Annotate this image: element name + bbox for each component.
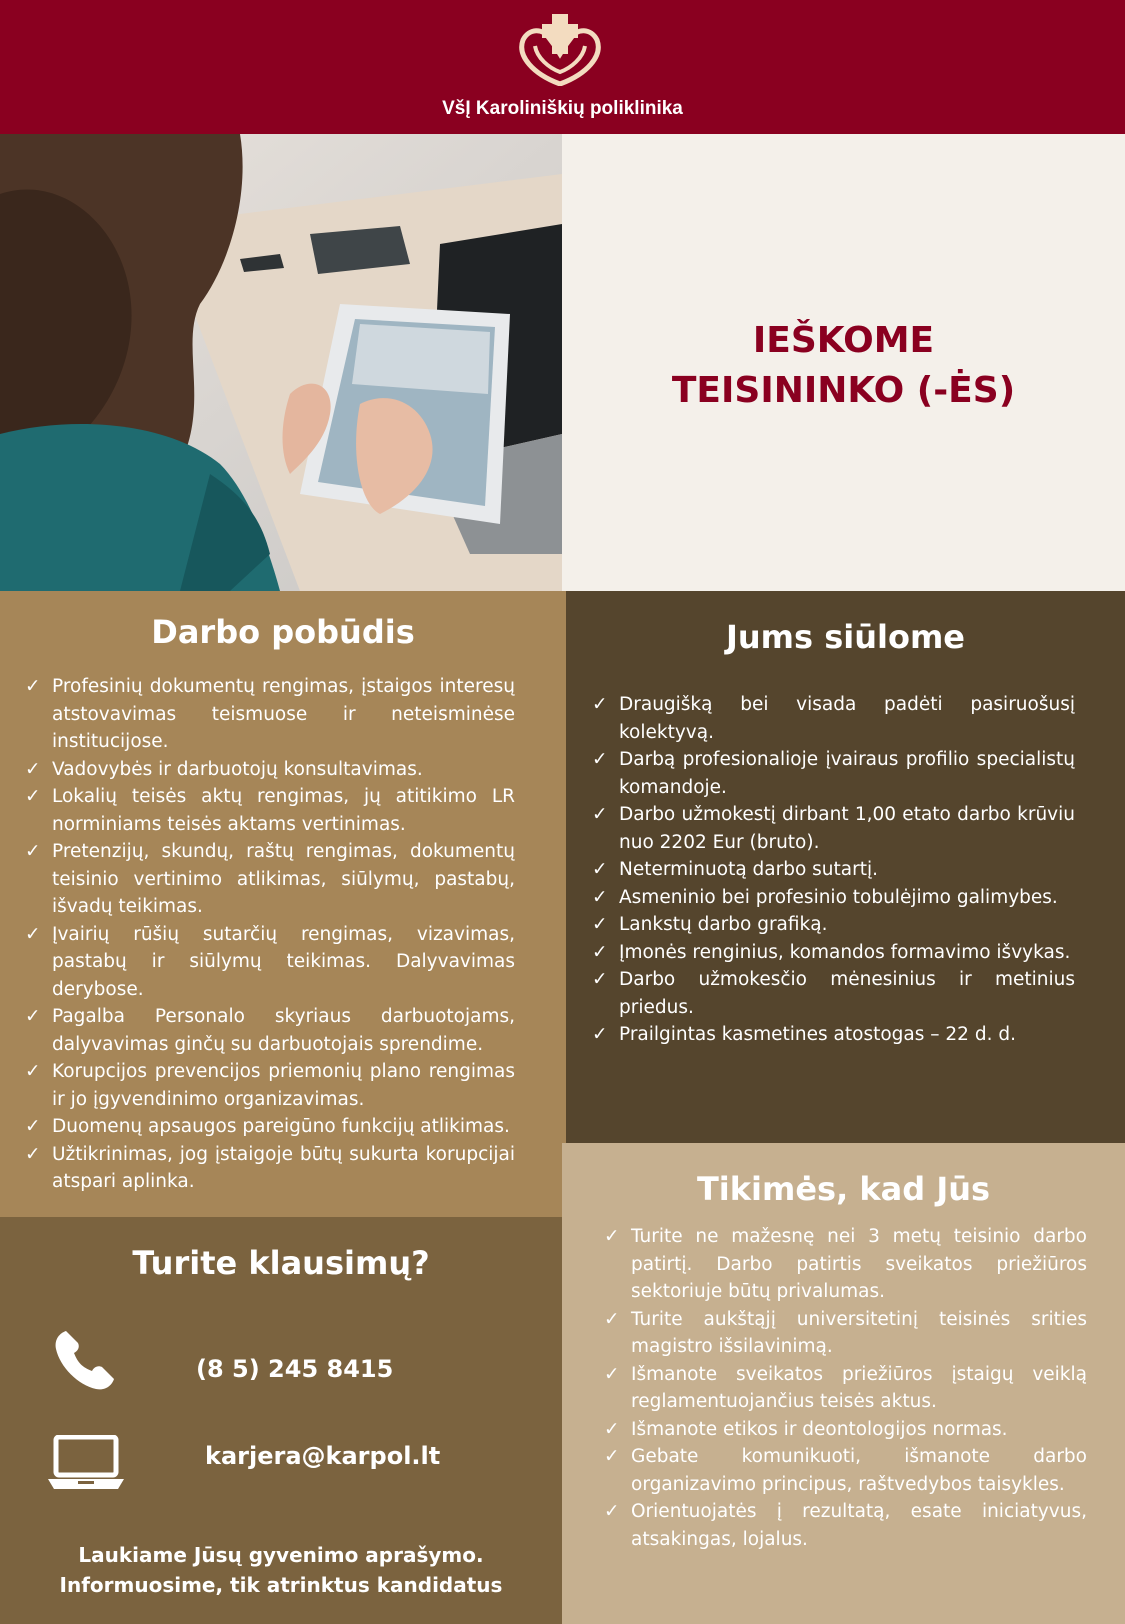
check-icon: ✓ — [25, 758, 41, 780]
check-icon: ✓ — [604, 1418, 620, 1440]
list-item: ✓ Išmanote sveikatos priežiūros įstaigų veiklą reglamentuojančius teisės aktus. — [604, 1361, 1087, 1416]
duties-section — [0, 591, 566, 1217]
expectations-section — [562, 1143, 1125, 1624]
job-title — [562, 316, 1125, 416]
duties-list — [25, 673, 515, 1196]
check-icon: ✓ — [25, 1006, 41, 1027]
phone-number[interactable]: (8 5) 245 8415 — [196, 1355, 394, 1383]
check-icon: ✓ — [592, 914, 608, 935]
check-icon: ✓ — [592, 941, 608, 963]
application-note-line-2: Informuosime, tik atrinktus kandidatus — [59, 1573, 503, 1597]
check-icon: ✓ — [25, 1143, 41, 1165]
list-item: ✓ Orientuojatės į rezultatą, esate iniciatyvus, atsakingas, lojalus. — [604, 1498, 1087, 1553]
application-note-line-1: Laukiame Jūsų gyvenimo aprašymo. — [78, 1543, 484, 1567]
woman-with-tablet-photo — [0, 134, 562, 591]
list-item: ✓ Profesinių dokumentų rengimas, įstaigos interesų atstovavimas teismuose ir neteisminėse institucijose. — [25, 673, 515, 756]
check-icon: ✓ — [25, 1061, 41, 1082]
organization-name: VšĮ Karoliniškių poliklinika — [442, 98, 683, 119]
check-icon: ✓ — [25, 841, 41, 862]
check-icon: ✓ — [592, 969, 608, 990]
check-icon: ✓ — [25, 923, 41, 945]
list-item: ✓ Neterminuotą darbo sutartį. — [592, 856, 1075, 884]
check-icon: ✓ — [592, 859, 608, 880]
check-icon: ✓ — [25, 786, 41, 807]
job-title-line-2: TEISININKO (-ĖS) — [671, 370, 1016, 411]
list-item: ✓ Pretenzijų, skundų, raštų rengimas, dokumentų teisinio vertinimo atlikimas, siūlymų, pastabų, išvadų teikimas. — [25, 838, 515, 921]
list-item: ✓ Išmanote etikos ir deontologijos normas. — [604, 1416, 1087, 1444]
check-icon: ✓ — [592, 886, 608, 908]
list-item: ✓ Draugišką bei visada padėti pasiruošusį kolektyvą. — [592, 691, 1075, 746]
laptop-icon — [48, 1435, 124, 1491]
list-item: ✓ Vadovybės ir darbuotojų konsultavimas. — [25, 756, 515, 784]
list-item: ✓ Įmonės renginius, komandos formavimo išvykas. — [592, 939, 1075, 967]
expectations-title: Tikimės, kad Jūs — [696, 1170, 991, 1208]
job-title-box — [562, 134, 1125, 591]
list-item: ✓ Korupcijos prevencijos priemonių plano rengimas ir jo įgyvendinimo organizavimas. — [25, 1058, 515, 1113]
list-item: ✓ Duomenų apsaugos pareigūno funkcijų atlikimas. — [25, 1113, 515, 1141]
list-item: ✓ Turite aukštąjį universitetinį teisinės srities magistro išsilavinimą. — [604, 1306, 1087, 1361]
offer-list — [592, 691, 1075, 1049]
application-note — [0, 1540, 562, 1600]
check-icon: ✓ — [604, 1226, 620, 1247]
list-item: ✓ Lankstų darbo grafiką. — [592, 911, 1075, 939]
list-item: ✓ Asmeninio bei profesinio tobulėjimo galimybes. — [592, 884, 1075, 912]
list-item: ✓ Prailgintas kasmetines atostogas – 22 d. d. — [592, 1021, 1075, 1049]
check-icon: ✓ — [25, 1116, 41, 1137]
check-icon: ✓ — [592, 749, 608, 770]
offer-title: Jums siūlome — [725, 618, 965, 656]
list-item: ✓ Gebate komunikuoti, išmanote darbo organizavimo principus, raštvedybos taisykles. — [604, 1443, 1087, 1498]
check-icon: ✓ — [604, 1446, 620, 1467]
heart-cross-logo — [515, 14, 605, 86]
header-bar — [0, 0, 1125, 134]
check-icon: ✓ — [25, 676, 41, 697]
list-item: ✓ Darbo užmokestį dirbant 1,00 etato darbo krūviu nuo 2202 Eur (bruto). — [592, 801, 1075, 856]
list-item: ✓ Darbą profesionalioje įvairaus profilio specialistų komandoje. — [592, 746, 1075, 801]
list-item: ✓ Turite ne mažesnę nei 3 metų teisinio darbo patirtį. Darbo patirtis sveikatos priežiūros sektoriuje būtų privalumas. — [604, 1223, 1087, 1306]
contact-section — [0, 1217, 562, 1624]
list-item: ✓ Užtikrinimas, jog įstaigoje būtų sukurta korupcijai atspari aplinka. — [25, 1141, 515, 1196]
email-link[interactable]: karjera@karpol.lt — [205, 1442, 441, 1470]
check-icon: ✓ — [604, 1308, 620, 1330]
check-icon: ✓ — [604, 1363, 620, 1385]
check-icon: ✓ — [592, 694, 608, 715]
list-item: ✓ Darbo užmokesčio mėnesinius ir metinius priedus. — [592, 966, 1075, 1021]
expectations-list — [604, 1223, 1087, 1553]
list-item: ✓ Pagalba Personalo skyriaus darbuotojams, dalyvavimas ginčų su darbuotojais sprendime. — [25, 1003, 515, 1058]
duties-title: Darbo pobūdis — [151, 613, 415, 651]
contact-title: Turite klausimų? — [132, 1244, 430, 1282]
check-icon: ✓ — [592, 1024, 608, 1045]
offer-section — [566, 591, 1125, 1143]
list-item: ✓ Lokalių teisės aktų rengimas, jų atitikimo LR norminiams teisės aktams vertinimas. — [25, 783, 515, 838]
check-icon: ✓ — [604, 1501, 620, 1522]
phone-icon — [52, 1329, 116, 1393]
job-title-line-1: IEŠKOME — [752, 320, 935, 361]
check-icon: ✓ — [592, 804, 608, 825]
list-item: ✓ Įvairių rūšių sutarčių rengimas, vizavimas, pastabų ir siūlymų teikimas. Dalyvavimas derybose. — [25, 921, 515, 1004]
